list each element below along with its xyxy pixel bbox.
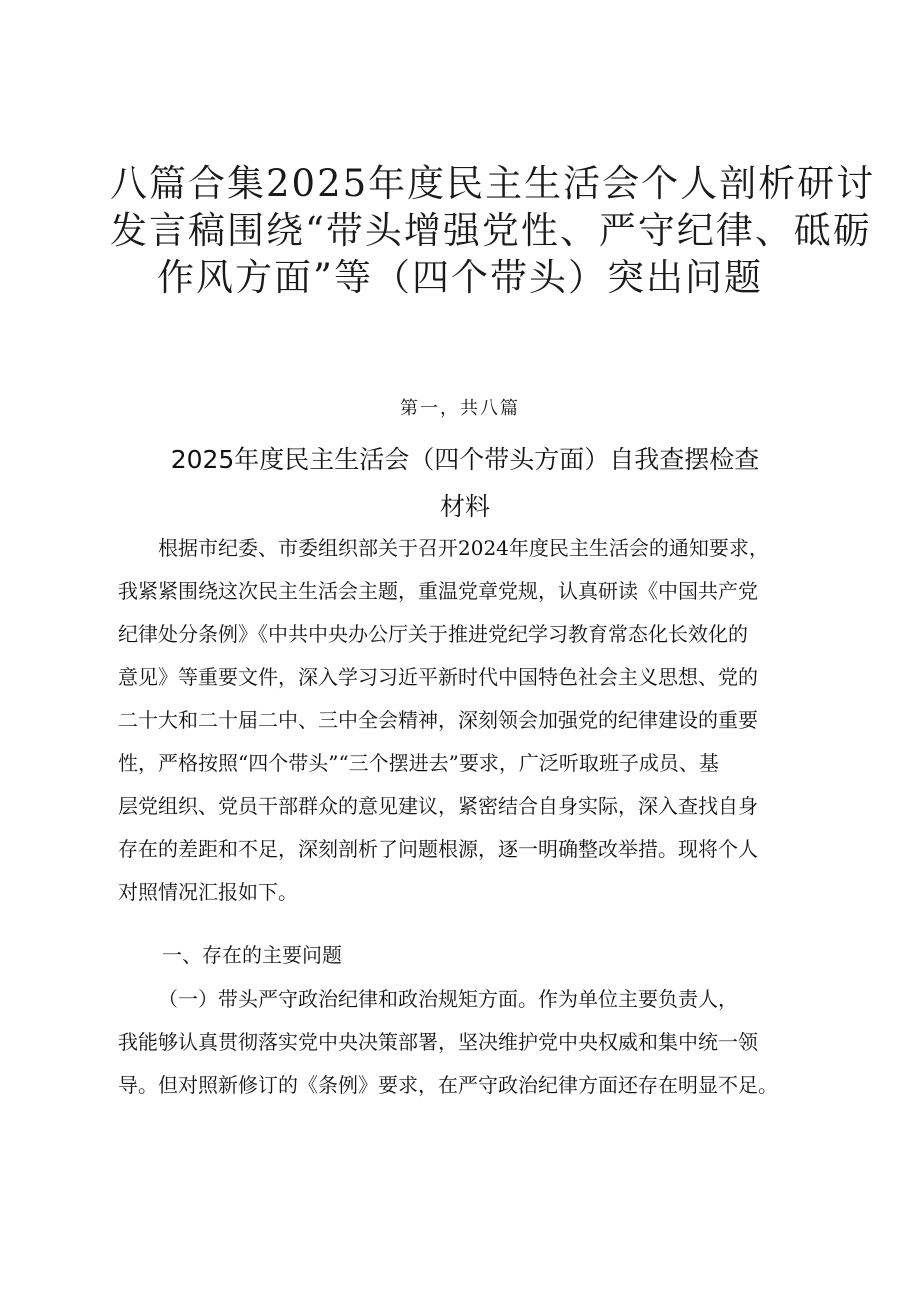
paragraph-line: 纪律处分条例》《中共中央办公厅关于推进党纪学习教育常态化长效化的 [118, 622, 748, 646]
subtitle-line: 材料 [439, 492, 490, 521]
paragraph-line: 对照情况汇报如下。 [118, 880, 298, 904]
section-title [120, 436, 810, 530]
paragraph-line: 意见》等重要文件，深入学习习近平新时代中国特色社会主义思想、党的 [118, 665, 758, 689]
subtitle-line: 2025年度民主生活会（四个带头方面）自我查摆检查 [170, 445, 760, 474]
paragraph-line: 我紧紧围绕这次民主生活会主题，重温党章党规，认真研读《中国共产党 [118, 579, 758, 603]
paragraph-line: 我能够认真贯彻落实党中央决策部署，坚决维护党中央权威和集中统一领 [118, 1030, 758, 1054]
paragraph-line: （一）带头严守政治纪律和政治规矩方面。作为单位主要负责人， [158, 987, 738, 1011]
paragraph-line: 二十大和二十届二中、三中全会精神，深刻领会加强党的纪律建设的重要 [118, 708, 758, 732]
title-line: 八篇合集2025年度民主生活会个人剖析研讨 [110, 162, 876, 205]
title-line: 发言稿围绕“带头增强党性、严守纪律、砥砺 [110, 209, 872, 252]
section-paragraph [118, 978, 818, 1107]
part-label: 第一，共八篇 [400, 398, 520, 419]
title-line: 作风方面”等（四个带头）突出问题 [157, 256, 763, 299]
section-heading: 一、存在的主要问题 [162, 943, 342, 967]
paragraph-line: 层党组织、党员干部群众的意见建议，紧密结合自身实际，深入查找自身 [118, 794, 758, 818]
intro-paragraph [118, 527, 818, 914]
paragraph-line: 性，严格按照“四个带头”“三个摆进去”要求，广泛听取班子成员、基 [118, 751, 719, 775]
paragraph-line: 根据市纪委、市委组织部关于召开2024年度民主生活会的通知要求， [158, 536, 769, 560]
paragraph-line: 导。但对照新修订的《条例》要求，在严守政治纪律方面还存在明显不足。 [118, 1073, 778, 1097]
paragraph-line: 存在的差距和不足，深刻剖析了问题根源，逐一明确整改举措。现将个人 [118, 837, 758, 861]
document-title [110, 160, 876, 301]
